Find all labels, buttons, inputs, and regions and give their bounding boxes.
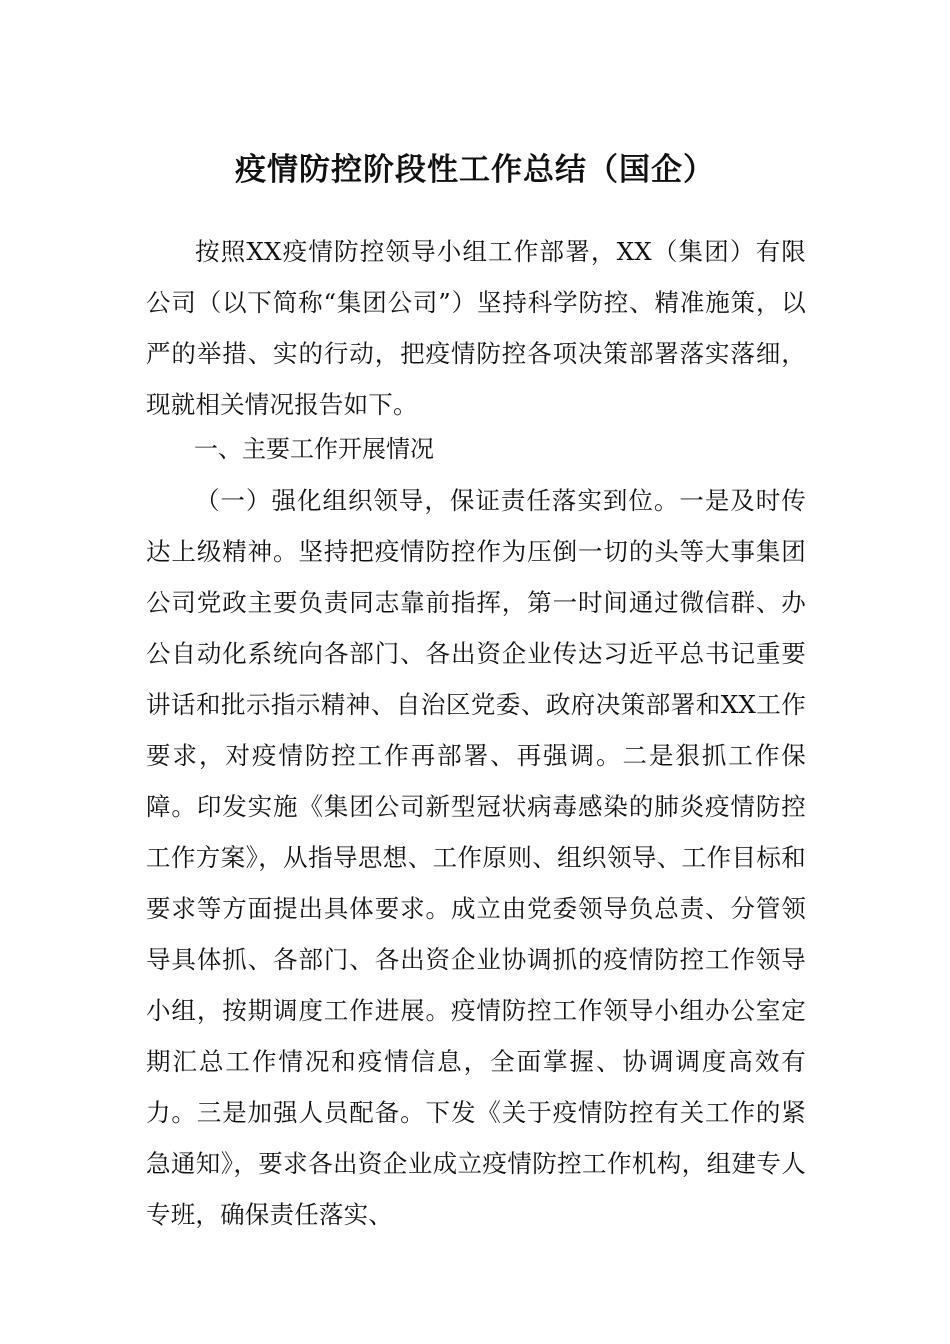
- section-heading: 一、主要工作开展情况: [194, 435, 434, 463]
- body-paragraph: （一）强化组织领导，保证责任落实到位。一是及时传达上级精神。坚持把疫情防控作为压倒一切的头等大事集团公司党政主要负责同志靠前指挥，第一时间通过微信群、办公自动化系统向各部门、各出资企业传达习近平总书记重要讲话和批示指示精神、自治区党委、政府决策部署和XX工作要求，对疫情防控工作再部署、再强调。二是狠抓工作保障。印发实施《集团公司新型冠状病毒感染的肺炎疫情防控工作方案》，从指导思想、工作原则、组织领导、工作目标和要求等方面提出具体要求。成立由党委领导负总责、分管领导具体抓、各部门、各出资企业协调抓的疫情防控工作领导小组，按期调度工作进展。疫情防控工作领导小组办公室定期汇总工作情况和疫情信息，全面掌握、协调调度高效有力。三是加强人员配备。下发《关于疫情防控有关工作的紧急通知》，要求各出资企业成立疫情防控工作机构，组建专人专班，确保责任落实、: [146, 486, 806, 1229]
- intro-paragraph: 按照XX疫情防控领导小组工作部署，XX（集团）有限公司（以下简称“集团公司”）坚持科学防控、精准施策，以严的举措、实的行动，把疫情防控各项决策部署落实落细，现就相关情况报告如下。: [146, 237, 806, 419]
- document-title: 疫情防控阶段性工作总结（国企）: [235, 151, 715, 188]
